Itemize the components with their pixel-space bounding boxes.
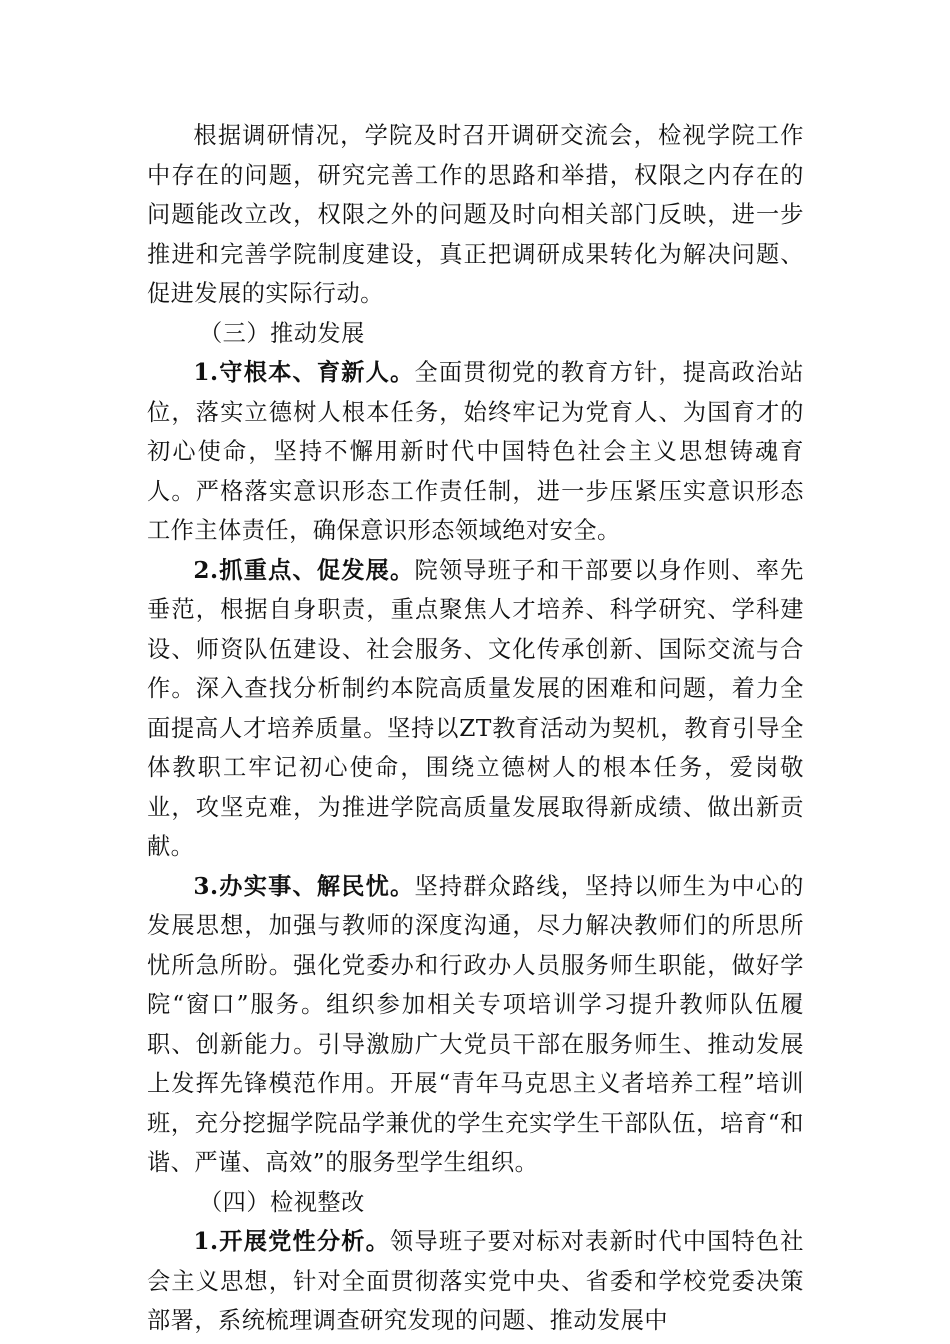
paragraph-text: 全面贯彻党的教育方针，提高政治站位，落实立德树人根本任务，始终牢记为党育人、为国育才的初心使命，坚持不懈用新时代中国特色社会主义思想铸魂育人。严格落实意识形态工作责任制，进一步压紧压实意识形态工作主体责任，确保意识形态领域绝对安全。 <box>147 359 804 544</box>
paragraph-lead: 1.守根本、育新人。 <box>193 359 415 386</box>
paragraph-party-analysis <box>147 1222 804 1341</box>
document-page <box>147 116 804 1341</box>
paragraph-research-feedback <box>147 116 804 314</box>
paragraph-practical-matters <box>147 867 804 1183</box>
paragraph-text: 领导班子要对标对表新时代中国特色社会主义思想，针对全面贯彻落实党中央、省委和学校党委决策部署，系统梳理调查研究发现的问题、推动发展中 <box>147 1228 804 1334</box>
section-heading-promote-development: （三）推动发展 <box>199 319 365 347</box>
paragraph-text: 院领导班子和干部要以身作则、率先垂范，根据自身职责，重点聚焦人才培养、科学研究、学科建设、师资队伍建设、社会服务、文化传承创新、国际交流与合作。深入查找分析制约本院高质量发展的困难和问题，着力全面提高人才培养质量。坚持以ZT教育活动为契机，教育引导全体教职工牢记初心使命，围绕立德树人的根本任务，爱岗敬业，攻坚克难，为推进学院高质量发展取得新成绩、做出新贡献。 <box>147 556 804 860</box>
paragraph-lead: 3.办实事、解民忧。 <box>193 872 415 900</box>
section-heading-inspect-rectify: （四）检视整改 <box>199 1188 365 1216</box>
paragraph-text: 根据调研情况，学院及时召开调研交流会，检视学院工作中存在的问题，研究完善工作的思路和举措，权限之内存在的问题能改立改，权限之外的问题及时向相关部门反映，进一步推进和完善学院制度建设，真正把调研成果转化为解决问题、促进发展的实际行动。 <box>147 122 804 307</box>
paragraph-text: 坚持群众路线，坚持以师生为中心的发展思想，加强与教师的深度沟通，尽力解决教师们的所思所忧所急所盼。强化党委办和行政办人员服务师生职能，做好学院“窗口”服务。组织参加相关专项培训学习提升教师队伍履职、创新能力。引导激励广大党员干部在服务师生、推动发展上发挥先锋模范作用。开展“青年马克思主义者培养工程”培训班，充分挖掘学院品学兼优的学生充实学生干部队伍，培育“和谐、严谨、高效”的服务型学生组织。 <box>147 872 804 1176</box>
paragraph-guard-fundamentals <box>147 353 804 551</box>
paragraph-lead: 1.开展党性分析。 <box>193 1228 391 1255</box>
paragraph-focus-priorities <box>147 551 804 867</box>
paragraph-lead: 2.抓重点、促发展。 <box>193 556 415 584</box>
